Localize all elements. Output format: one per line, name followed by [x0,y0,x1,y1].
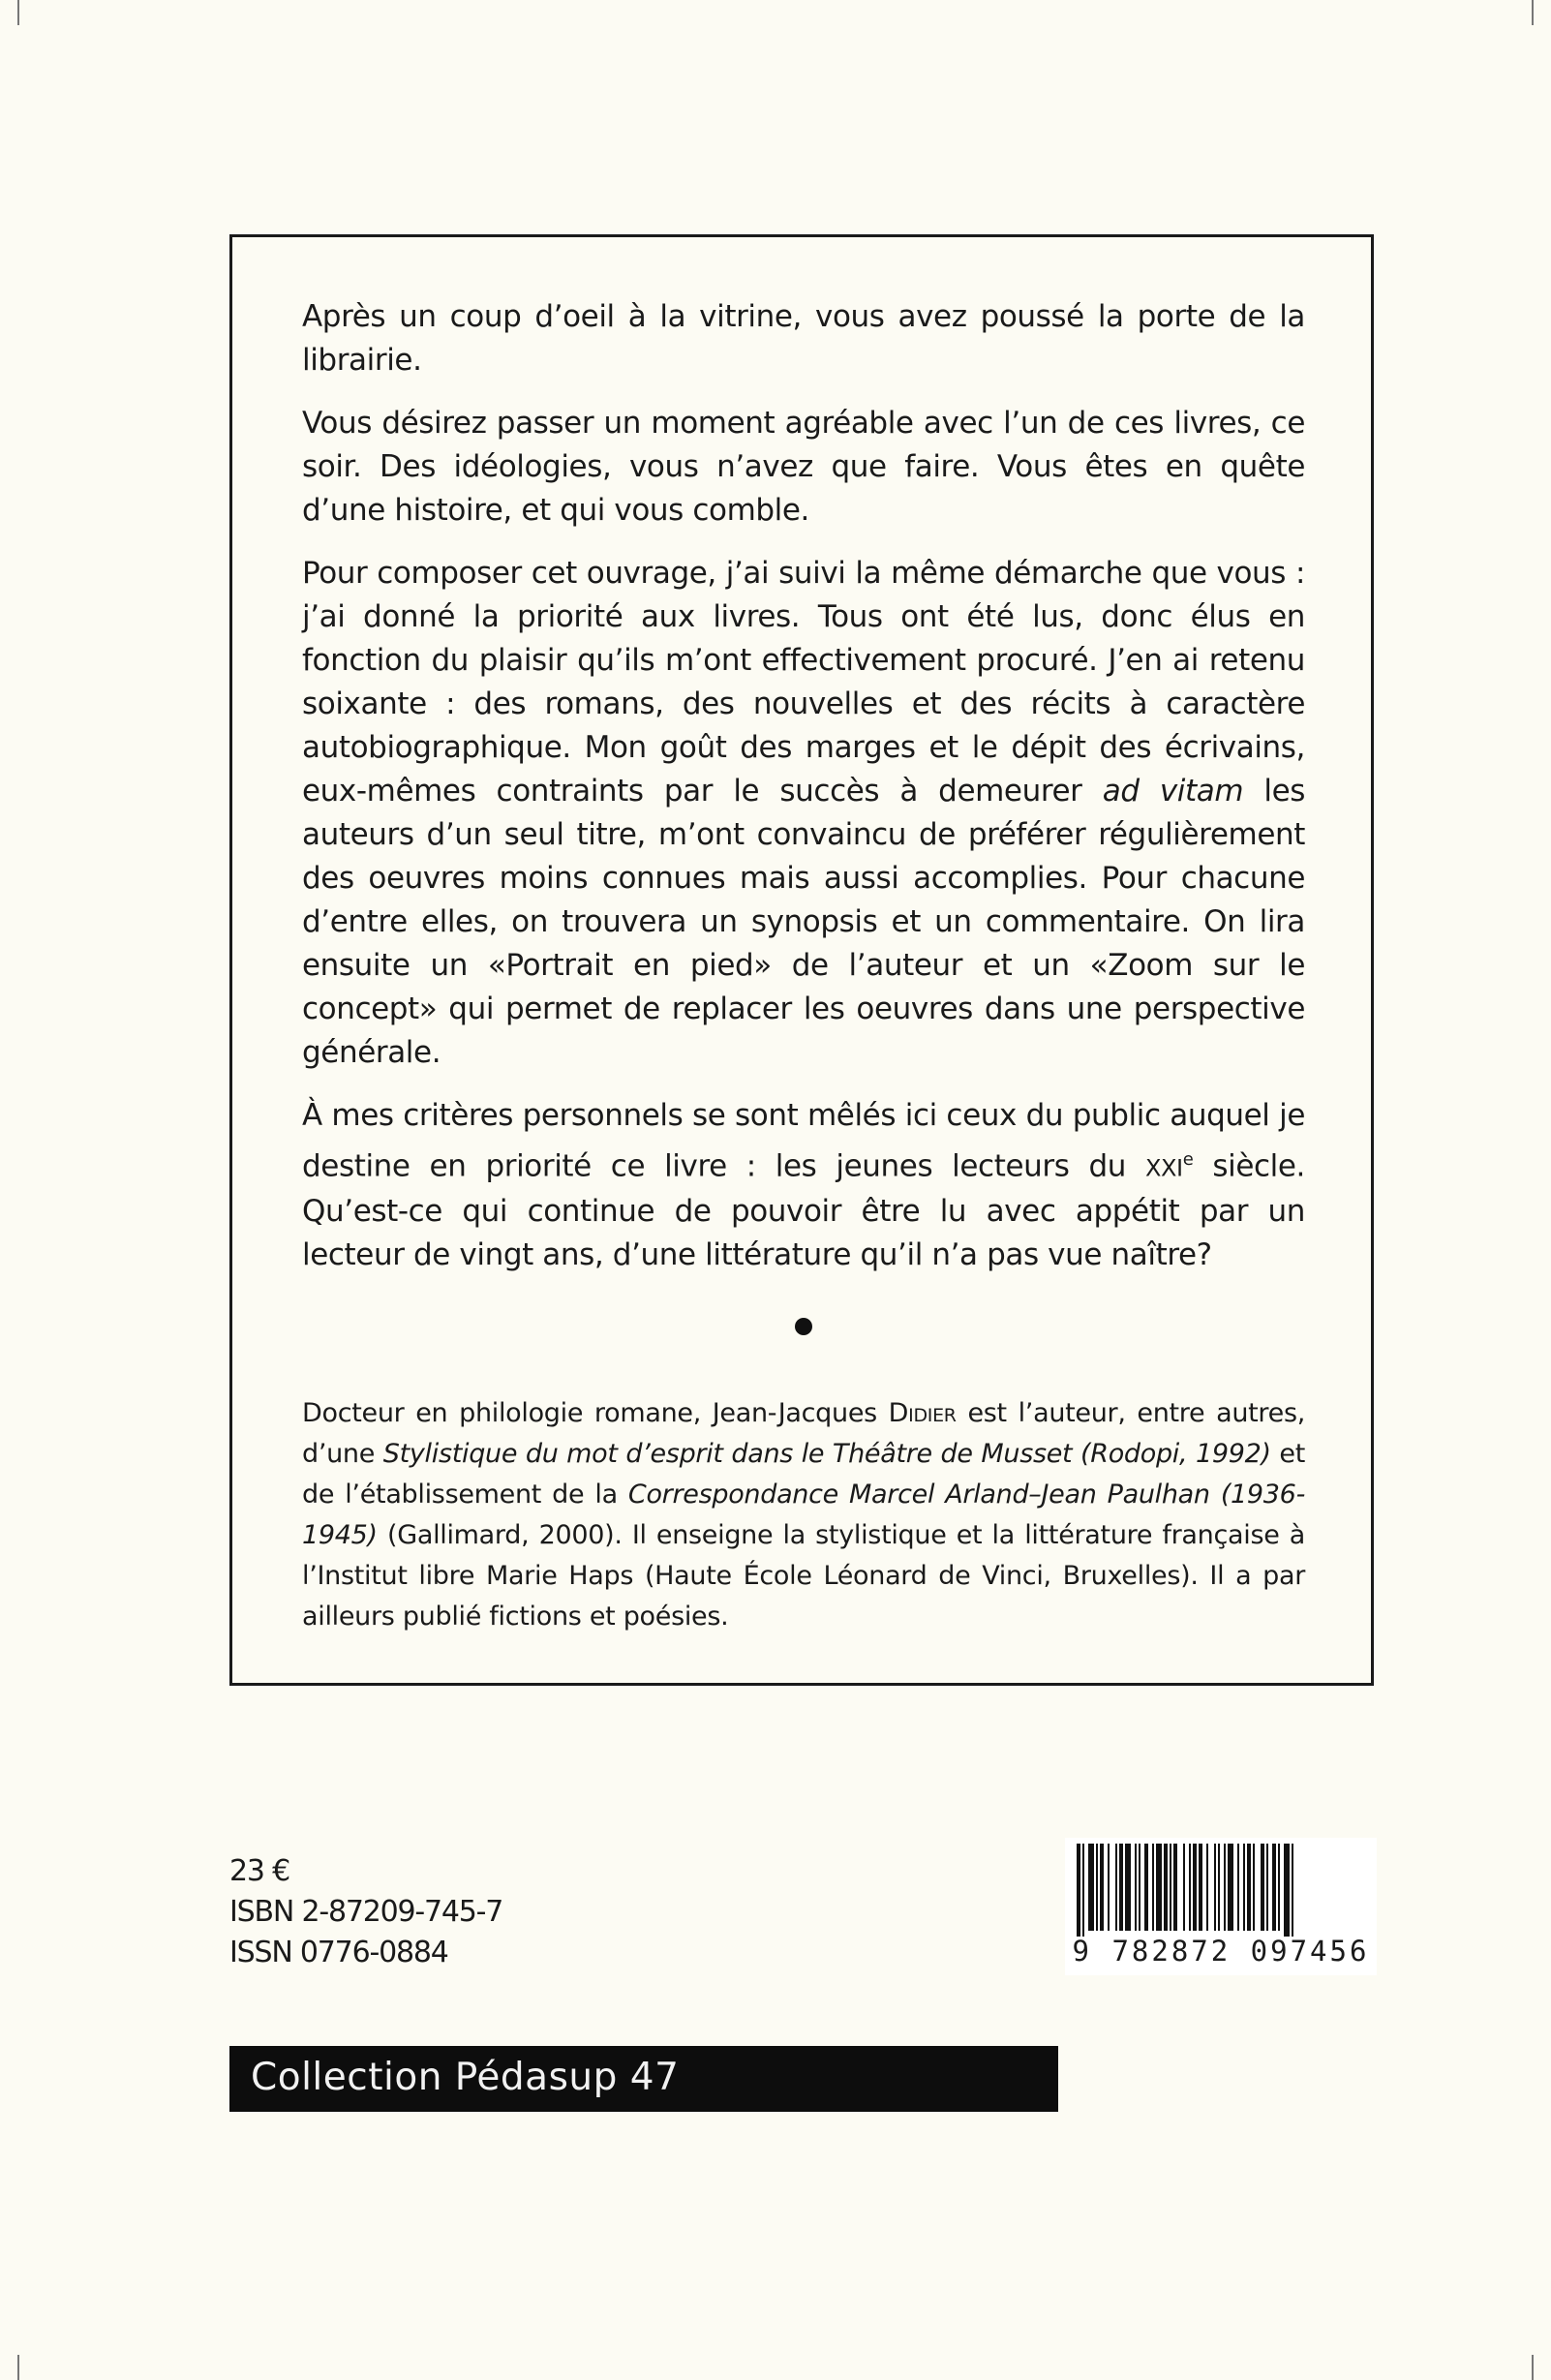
barcode-bar [1237,1844,1239,1931]
blurb-paragraph-1: Après un coup d’oeil à la vitrine, vous avez poussé la porte de la librairie. [302,299,1305,378]
barcode-bar [1170,1844,1171,1931]
barcode-bar [1115,1844,1117,1931]
barcode-bar [1144,1844,1148,1931]
separator-bullet [795,1318,812,1335]
barcode-bar [1183,1844,1185,1931]
barcode-bar [1139,1844,1140,1931]
barcode-bar [1108,1844,1110,1931]
barcode-digits: 9 782872 097456 [1072,1935,1370,1968]
barcode-bar [1173,1844,1177,1931]
barcode-bar [1261,1844,1264,1931]
crop-mark-top-right [1532,0,1534,25]
crop-mark-top-left [17,0,19,25]
barcode-bar [1088,1844,1094,1931]
barcode-bar [1292,1844,1293,1937]
barcode-bar [1284,1844,1290,1937]
price: 23 € [229,1854,289,1888]
isbn: ISBN 2-87209-745-7 [229,1895,503,1929]
crop-mark-bottom-right [1532,2355,1534,2380]
collection-band [229,2046,1058,2112]
barcode-bar [1218,1844,1220,1931]
century-superscript: e [1182,1149,1194,1170]
blurb-paragraph-4-end: siècle. Qu’est-ce qui continue de pouvoir être lu avec appétit par un lecteur de vingt ans, d’une littérature qu’il n’a pas vue naître? [302,1148,1305,1273]
blurb-paragraph-4-start: À mes critères personnels se sont mêlés ici ceux du public auquel je destine en priorité ce livre : les jeunes lecteurs du [302,1098,1305,1184]
author-bio [302,1393,1305,1637]
barcode-bar [1164,1844,1168,1931]
blurb-content [302,295,1305,1637]
bio-part-4: (Gallimard, 2000). Il enseigne la stylistique et la littérature française à l’Institut libre Marie Haps (Haute École Léonard de Vinci, Bruxelles). Il a par ailleurs publié fictions et poésies. [302,1520,1305,1632]
barcode-bar [1243,1844,1245,1931]
barcode-bar [1077,1844,1080,1937]
barcode-bar [1135,1844,1137,1931]
barcode-bar [1199,1844,1202,1931]
barcode-bar [1156,1844,1162,1931]
century-numeral: XXI [1144,1154,1183,1182]
barcode-bars [1077,1844,1365,1937]
barcode-bar [1224,1844,1226,1931]
barcode-bar [1206,1844,1208,1931]
blurb-paragraph-3-start: Pour composer cet ouvrage, j’ai suivi la même démarche que vous : j’ai donné la priorité aux livres. Tous ont été lus, donc élus en fonction du plaisir qu’ils m’ont effectivement procuré. J’en ai retenu soixante : des romans, des nouvelles et des récits à caractère autobiographique. Mon goût des marges et le dépit des écrivains, eux-mêmes contraints par le succès à demeurer [302,556,1305,809]
book-title-correspondance: Correspondance Marcel Arland–Jean Paulhan (1936-1945) [302,1480,1306,1551]
barcode-bar [1193,1844,1197,1931]
barcode-bar [1152,1844,1154,1931]
barcode-bar [1125,1844,1131,1931]
blurb-paragraph-3-end: les auteurs d’un seul titre, m’ont convaincu de préférer régulièrement des oeuvres moins connues mais aussi accomplies. Pour chacune d’entre elles, on trouvera un synopsis et un commentaire. On lira ensuite un «Portrait en pied» de l’auteur et un «Zoom sur le concept» qui permet de replacer les oeuvres dans une perspective générale. [302,774,1306,1070]
blurb-paragraph-4 [302,1094,1305,1277]
book-title-stylistique: Stylistique du mot d’esprit dans le Théâtre de Musset (Rodopi, 1992) [382,1439,1271,1470]
author-surname: Didier [888,1398,957,1429]
blurb-paragraph-3 [302,552,1305,1075]
blurb-frame [229,234,1374,1686]
barcode-bar [1214,1844,1216,1931]
barcode-bar [1100,1844,1104,1931]
bio-part-3: et de l’établissement de la [302,1439,1306,1510]
issn: ISSN 0776-0884 [229,1936,448,1969]
barcode-bar [1266,1844,1268,1931]
pricing-block [229,1851,502,1973]
blurb-paragraph-2: Vous désirez passer un moment agréable avec l’un de ces livres, ce soir. Des idéologies, vous n’avez que faire. Vous êtes en quête d’une histoire, et qui vous comble. [302,406,1305,528]
bio-part-2: est l’auteur, entre autres, d’une [302,1398,1305,1470]
bio-part-1: Docteur en philologie romane, Jean-Jacques [302,1398,889,1429]
barcode-bar [1228,1844,1233,1931]
crop-mark-bottom-left [17,2355,19,2380]
barcode-bar [1096,1844,1098,1931]
barcode-bar [1278,1844,1280,1931]
barcode-bar [1272,1844,1276,1931]
collection-label: Collection Pédasup 47 [251,2056,680,2099]
ad-vitam-italic: ad vitam [1102,774,1244,809]
barcode-bar [1119,1844,1123,1931]
barcode-bar [1247,1844,1251,1931]
barcode-bar [1082,1844,1084,1937]
barcode-bar [1189,1844,1191,1931]
barcode-bar [1253,1844,1255,1931]
barcode [1065,1838,1377,1975]
